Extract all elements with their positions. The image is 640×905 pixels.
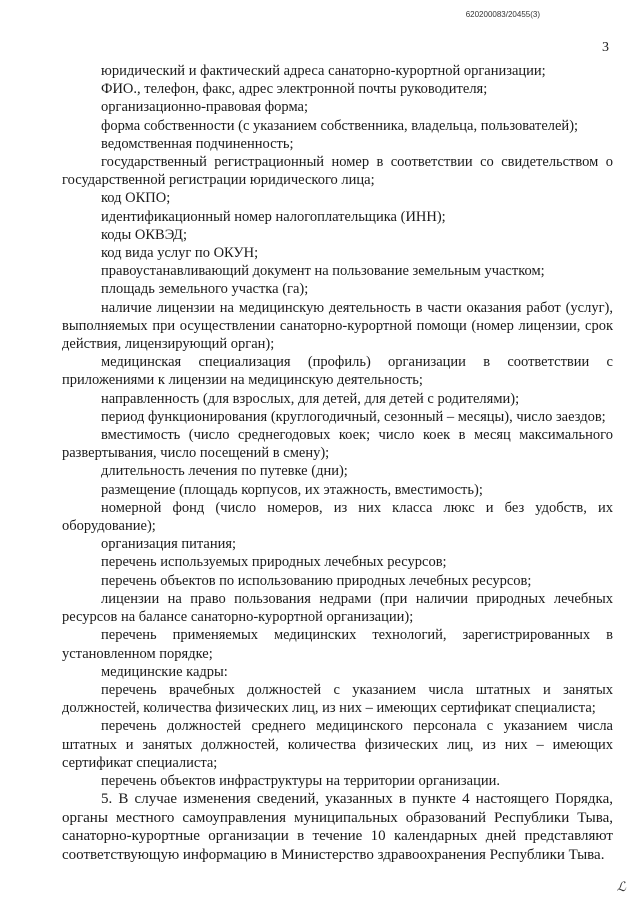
paragraph: вместимость (число среднегодовых коек; число коек в месяц максимального развертывания, число посещений в смену); <box>62 427 613 462</box>
paragraph: перечень используемых природных лечебных ресурсов; <box>101 554 447 571</box>
paragraph: номерной фонд (число номеров, из них класса люкс и без удобств, их оборудование); <box>62 499 613 535</box>
document-code: 620200083/20455(3) <box>465 10 540 19</box>
paragraph: идентификационный номер налогоплательщика (ИНН); <box>101 208 446 225</box>
paragraph: ФИО., телефон, факс, адрес электронной почты руководителя; <box>101 81 488 98</box>
paragraph: 5. В случае изменения сведений, указанных в пункте 4 настоящего Порядка, органы местного самоуправления муниципальных образований Республики Тыва, санаторно-курортные организации в течение 10 календарных дней представляют соответствующую информацию в Министерство здравоохранения Республики Тыва. <box>62 791 613 863</box>
paragraph: юридический и фактический адреса санаторно-курортной организации; <box>101 63 546 79</box>
paragraph: перечень врачебных должностей с указанием числа штатных и занятых должностей, количества физических лиц, из них – имеющих сертификат специалиста; <box>62 681 613 717</box>
paragraph: наличие лицензии на медицинскую деятельность в части оказания работ (услуг), выполняемых при осуществлении санаторно-курортной помощи (номер лицензии, срок действия, лицензирующий орган); <box>62 299 613 353</box>
paragraph: период функционирования (круглогодичный, сезонный – месяцы), число заездов; <box>101 408 606 425</box>
paragraph: перечень должностей среднего медицинского персонала с указанием числа штатных и занятых должностей, количества физических лиц, из них – имеющих сертификат специалиста; <box>62 718 613 771</box>
paragraph: код вида услуг по ОКУН; <box>101 245 259 262</box>
paragraph: перечень объектов инфраструктуры на территории организации. <box>101 772 501 789</box>
paragraph: направленность (для взрослых, для детей, для детей с родителями); <box>101 390 520 407</box>
paragraph: лицензии на право пользования недрами (при наличии природных лечебных ресурсов на балансе санаторно-курортной организации); <box>62 590 613 626</box>
document-body <box>62 62 613 865</box>
page-number: 3 <box>602 40 609 55</box>
paragraph: организация питания; <box>101 536 237 553</box>
paragraph: медицинская специализация (профиль) организации в соответствии с приложениями к лицензии на медицинскую деятельность; <box>62 354 613 389</box>
paragraph: правоустанавливающий документ на пользование земельным участком; <box>101 263 545 280</box>
initials-mark: ℒ <box>616 880 626 895</box>
paragraph: длительность лечения по путевке (дни); <box>101 463 348 480</box>
paragraph: ведомственная подчиненность; <box>101 135 294 152</box>
paragraph: перечень применяемых медицинских технологий, зарегистрированных в установленном порядке; <box>62 627 613 662</box>
paragraph: организационно-правовая форма; <box>101 99 308 116</box>
paragraph: размещение (площадь корпусов, их этажность, вместимость); <box>101 481 483 498</box>
paragraph: государственный регистрационный номер в соответствии со свидетельством о государственной регистрации юридического лица; <box>62 154 613 189</box>
paragraph: медицинские кадры: <box>101 663 228 680</box>
paragraph: перечень объектов по использованию природных лечебных ресурсов; <box>101 572 532 589</box>
paragraph: площадь земельного участка (га); <box>101 281 309 298</box>
paragraph: форма собственности (с указанием собственника, владельца, пользователей); <box>101 117 579 134</box>
paragraph: код ОКПО; <box>101 190 171 207</box>
paragraph: коды ОКВЭД; <box>101 226 187 243</box>
